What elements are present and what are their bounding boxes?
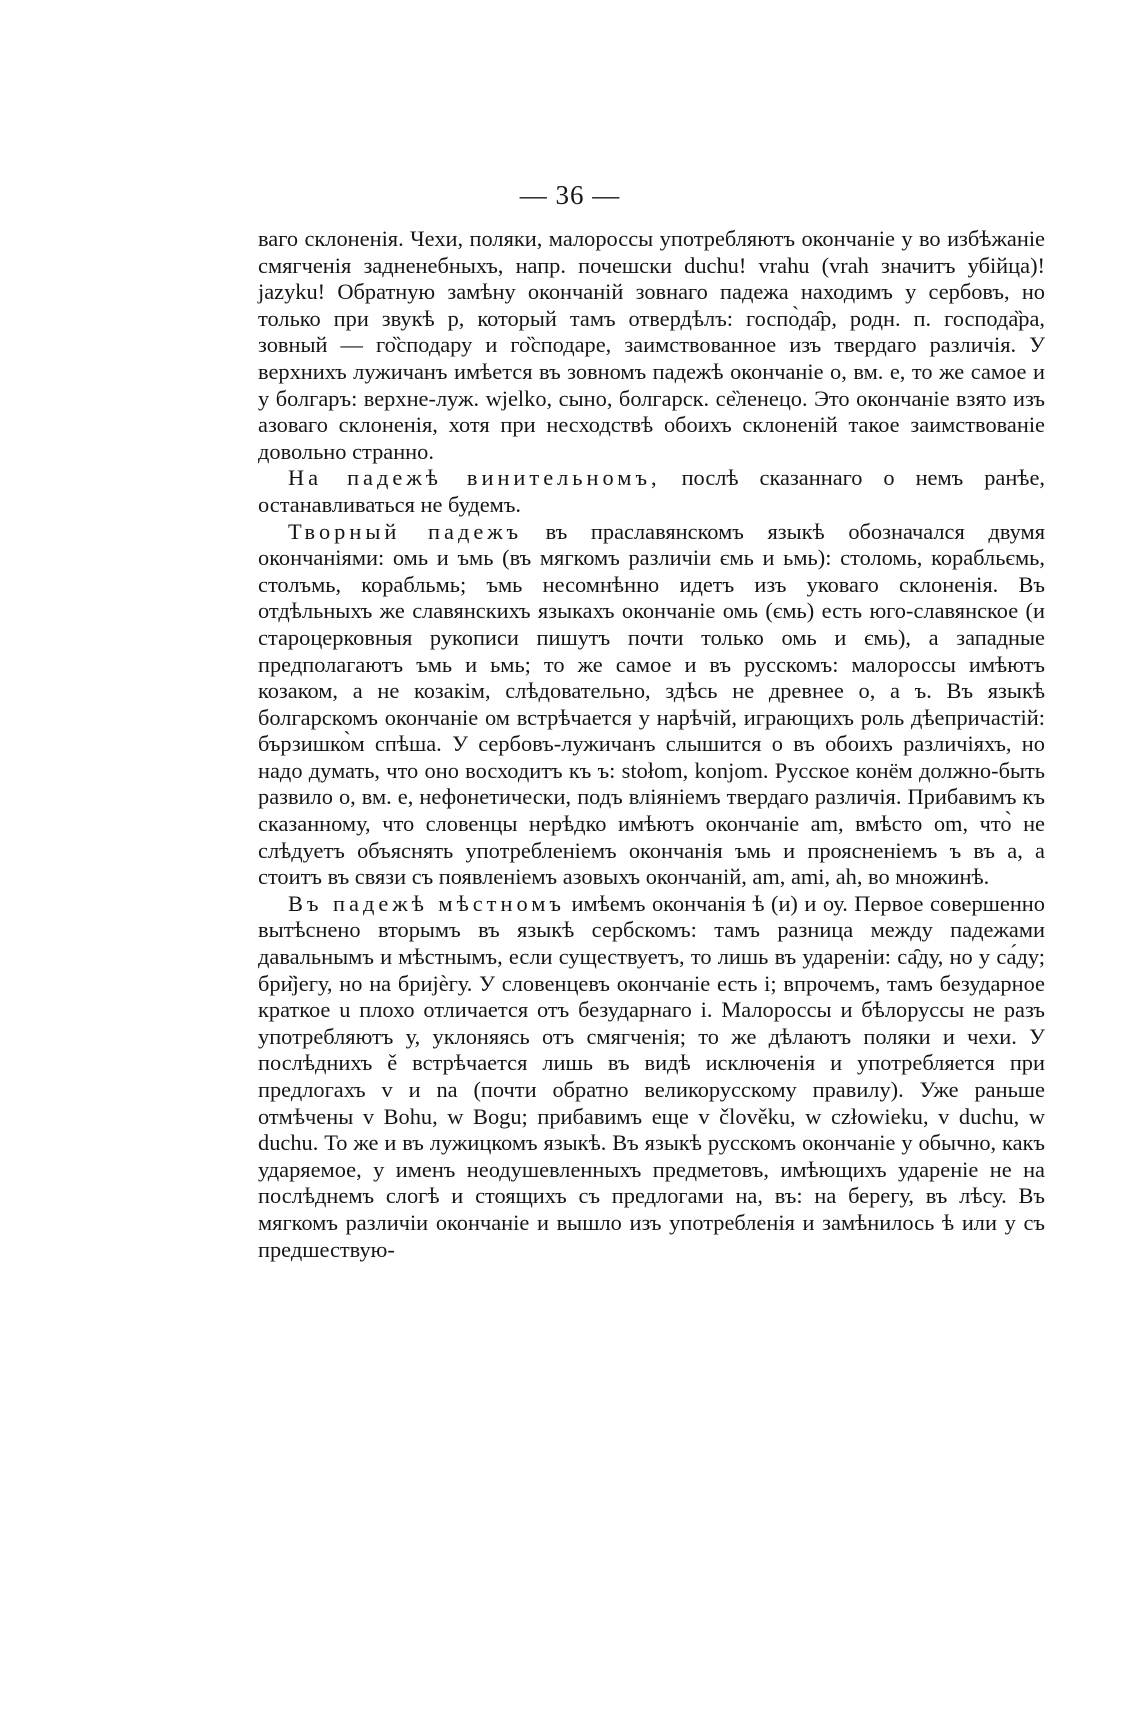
paragraph-text: имѣемъ окончанія ѣ (и) и оу. Первое совершенно вытѣснено вторымъ въ языкѣ сербскомъ: тамъ разница между падежами давальнымъ и мѣстнымъ, если существуетъ, то лишь въ удареніи: са̑ду, но у са́ду; бри̏јегу, но на бријѐгу. У словенцевъ окончаніе есть i; впрочемъ, тамъ безударное краткое u плохо отличается отъ безударнаго i. Малороссы и бѣлоруссы не разъ употребляютъ у, уклоняясь отъ смягченія; то же дѣлаютъ поляки и чехи. У послѣднихъ ě встрѣчается лишь въ видѣ исключенія и употребляется при предлогахъ v и na (почти обратно великорусскому правилу). Уже раньше отмѣчены v Bohu, w Bogu; прибавимъ еще v člověku, w człowieku, v duchu, w duchu. То же и въ лужицкомъ языкѣ. Въ языкѣ русскомъ окончаніе у обычно, какъ ударяемое, у именъ неодушевленныхъ предметовъ, имѣющихъ удареніе не на послѣднемъ слогѣ и стоящихъ съ предлогами на, въ: на берегу, въ лѣсу. Въ мягкомъ различіи окончаніе и вышло изъ употребленія и замѣнилось ѣ или у съ предшествую- [258,890,1045,1262]
paragraph-accusative [258,465,1045,518]
paragraph-text: послѣ сказаннаго о немъ ранѣе, останавливаться не будемъ. [258,465,1045,517]
page-number: — 36 — [519,180,621,210]
paragraph-vocative-end [258,226,1045,465]
case-heading-instrumental: Творный падежъ [288,518,523,544]
case-heading-locative: Въ падежѣ мѣстномъ [288,890,565,916]
body-text [258,226,1045,1263]
paragraph-instrumental [258,519,1045,891]
paragraph-locative [258,891,1045,1263]
paragraph-text: ваго склоненія. Чехи, поляки, малороссы употребляютъ окончаніе у во избѣжаніе смягченія задненебныхъ, напр. почешски duchu! vrahu (vrah значитъ убійца)! jazyku! Обратную замѣну окончаній зовнаго падежа находимъ у сербовъ, но только при звукѣ р, который тамъ отвердѣлъ: госпо̀да̑р, родн. п. господа̏ра, зовный — го̏сподару и го̏сподаре, заимствованное изъ твердаго различія. У верхнихъ лужичанъ имѣется въ зовномъ падежѣ окончаніе о, вм. е, то же самое и у болгаръ: верхне-луж. wjelko, сыно, болгарск. се̏ленецо. Это окончаніе взято изъ азоваго склоненія, хотя при несходствѣ обоихъ склоненій такое заимствованіе довольно странно. [258,226,1045,464]
case-heading-accusative: На падежѣ винительномъ, [288,465,661,491]
paragraph-text: въ праславянскомъ языкѣ обозначался двумя окончаніями: омь и ъмь (въ мягкомъ различіи ємь и ьмь): столомь, корабльємь, столъмь, корабльмь; ъмь несомнѣнно идетъ изъ уковаго склоненія. Въ отдѣльныхъ же славянскихъ языкахъ окончаніе омь (ємь) есть юго-славянское (и староцерковныя рукописи пишутъ почти только омь и ємь), а западные предполагаютъ ъмь и ьмь; то же самое и въ русскомъ: малороссы имѣютъ козаком, а не козакім, слѣдовательно, здѣсь не древнее о, а ъ. Въ языкѣ болгарскомъ окончаніе ом встрѣчается у нарѣчій, играющихъ роль дѣепричастій: бързишко̀м спѣша. У сербовъ-лужичанъ слышится о въ обоихъ различіяхъ, но надо думать, что оно восходитъ къ ъ: stołom, konjom. Русское конём должно-быть развило о, вм. е, нефонетически, подъ вліяніемъ твердаго различія. Прибавимъ къ сказанному, что словенцы нерѣдко имѣютъ окончаніе am, вмѣсто om, что̀ не слѣдуетъ объяснять употребленіемъ окончанія ъмь и проясненіемъ ъ въ а, а стоитъ въ связи съ появленіемъ азовыхъ окончаній, am, ami, ah, во множинѣ. [258,518,1045,890]
